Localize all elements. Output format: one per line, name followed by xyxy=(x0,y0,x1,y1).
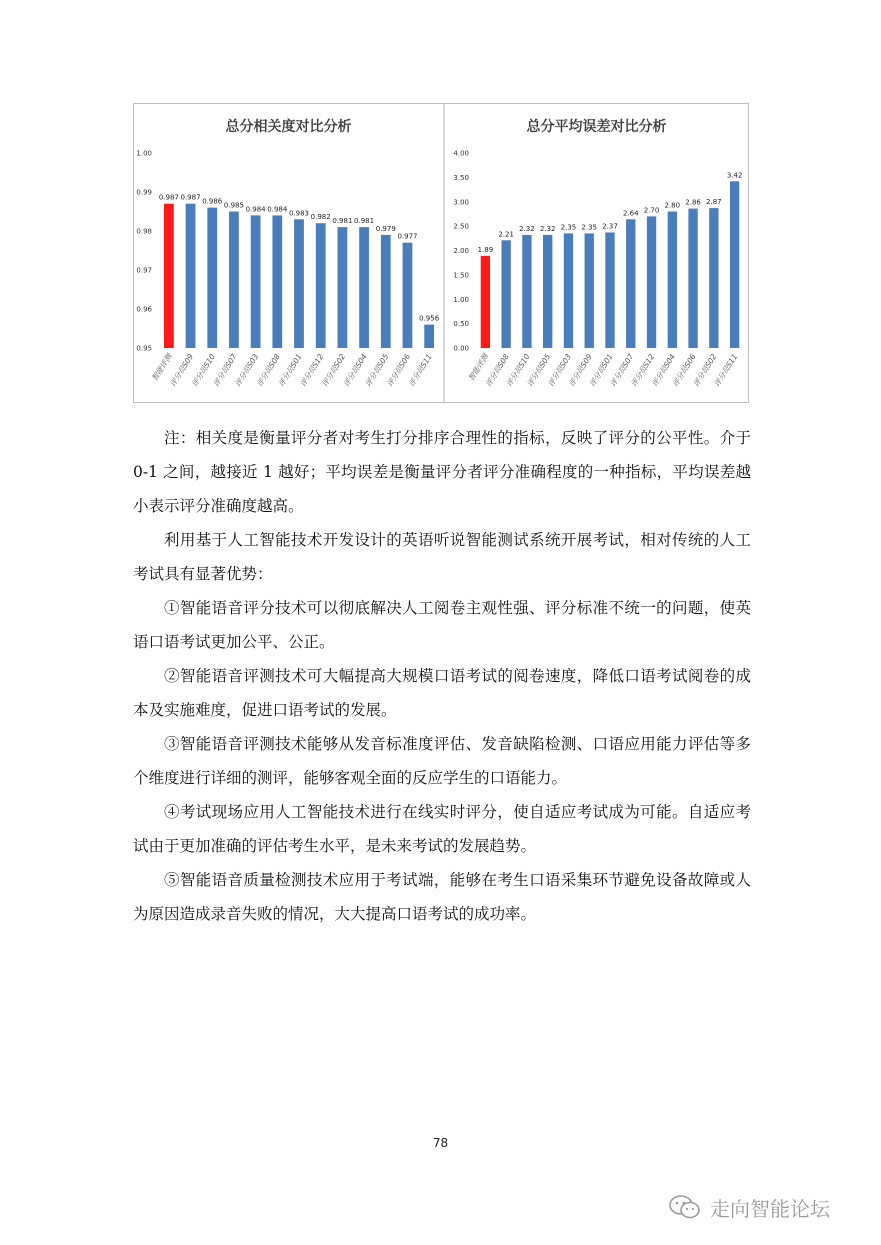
bar xyxy=(709,208,718,348)
bar xyxy=(338,227,348,348)
data-label: 1.89 xyxy=(477,245,494,254)
category-label: 智能评测 xyxy=(150,352,174,383)
data-label: 0.979 xyxy=(375,224,396,233)
category-label: 评分员S02 xyxy=(691,352,719,389)
category-label: 评分员S06 xyxy=(385,352,413,389)
bar xyxy=(564,233,573,348)
bar xyxy=(403,243,413,348)
category-label: 评分员S10 xyxy=(189,352,217,389)
category-label: 评分员S12 xyxy=(298,352,326,389)
category-label: 评分员S06 xyxy=(670,352,698,389)
y-tick-label: 2.00 xyxy=(453,247,469,255)
y-tick-label: 1.50 xyxy=(453,271,469,280)
data-label: 2.21 xyxy=(498,230,514,239)
data-label: 0.981 xyxy=(354,217,375,226)
bar xyxy=(730,181,739,348)
category-label: 评分员S07 xyxy=(608,352,636,389)
chart-title: 总分相关度对比分析 xyxy=(225,119,352,135)
bar xyxy=(585,233,594,348)
bar xyxy=(251,215,261,348)
data-label: 0.986 xyxy=(202,197,223,206)
y-tick-label: 0.99 xyxy=(136,188,152,197)
bar xyxy=(186,204,196,348)
page-number: 78 xyxy=(432,1136,449,1150)
watermark-text: 走向智能论坛 xyxy=(710,1196,830,1221)
data-label: 0.977 xyxy=(397,232,418,241)
category-label: 评分员S01 xyxy=(276,352,304,389)
y-tick-label: 4.00 xyxy=(453,149,469,158)
bar xyxy=(501,240,510,348)
bar xyxy=(316,223,326,348)
bar xyxy=(207,208,217,348)
y-tick-label: 3.00 xyxy=(453,198,469,207)
correlation-chart xyxy=(134,104,443,402)
y-tick-label: 0.98 xyxy=(136,227,152,236)
bar xyxy=(605,232,614,348)
category-label: 评分员S05 xyxy=(363,352,391,389)
bar xyxy=(164,204,174,348)
y-tick-label: 0.50 xyxy=(453,320,469,329)
data-label: 2.37 xyxy=(602,222,618,231)
category-label: 评分员S02 xyxy=(319,352,348,389)
data-label: 2.35 xyxy=(581,223,598,232)
bar xyxy=(688,209,697,348)
paragraph-item-1: ①智能语音评分技术可以彻底解决人工阅卷主观性强、评分标准不统一的问题，使英语口语考试更加公平、公正。 xyxy=(133,599,751,651)
category-label: 评分员S10 xyxy=(504,352,532,389)
bar xyxy=(359,227,369,348)
bar xyxy=(424,325,434,348)
data-label: 0.987 xyxy=(180,193,201,202)
data-label: 2.86 xyxy=(685,198,701,207)
category-label: 评分员S01 xyxy=(587,352,615,389)
category-label: 评分员S08 xyxy=(254,352,283,389)
data-label: 2.32 xyxy=(519,224,535,233)
mean-error-chart xyxy=(445,104,748,402)
chart-title: 总分平均误差对比分析 xyxy=(526,119,667,135)
category-label: 智能评测 xyxy=(466,352,491,383)
data-label: 2.32 xyxy=(539,224,556,233)
category-label: 评分员S07 xyxy=(211,352,239,389)
category-label: 评分员S03 xyxy=(233,352,261,389)
paragraph-item-5: ⑤智能语音质量检测技术应用于考试端，能够在考生口语采集环节避免设备故障或人为原因造成录音失败的情况，大大提高口语考试的成功率。 xyxy=(133,871,751,923)
wechat-icon xyxy=(668,1194,702,1220)
y-tick-label: 0.96 xyxy=(136,305,152,314)
y-tick-label: 2.50 xyxy=(453,222,469,231)
paragraph-note: 注：相关度是衡量评分者对考生打分排序合理性的指标，反映了评分的公平性。介于 0-1 之间，越接近 1 越好；平均误差是衡量评分者评分准确程度的一种指标，平均误差越小表示评分准确度越高。 xyxy=(133,429,751,515)
paragraph-item-2: ②智能语音评测技术可大幅提高大规模口语考试的阅卷速度，降低口语考试阅卷的成本及实施难度，促进口语考试的发展。 xyxy=(133,667,751,719)
category-label: 评分员S12 xyxy=(629,352,657,389)
category-label: 评分员S11 xyxy=(406,352,434,389)
category-label: 评分员S05 xyxy=(525,352,553,389)
category-label: 评分员S04 xyxy=(649,352,678,389)
chart-figure xyxy=(133,103,749,403)
y-tick-label: 0.97 xyxy=(136,266,152,275)
data-label: 2.80 xyxy=(664,201,681,210)
y-tick-label: 1.00 xyxy=(453,295,469,304)
data-label: 0.985 xyxy=(223,201,244,210)
y-tick-label: 0.00 xyxy=(453,344,469,353)
bar xyxy=(626,219,635,348)
y-tick-label: 1.00 xyxy=(136,149,152,158)
bar xyxy=(543,235,552,348)
data-label: 2.35 xyxy=(560,223,577,232)
bar xyxy=(668,212,677,349)
data-label: 0.983 xyxy=(288,209,310,218)
bar xyxy=(294,219,304,348)
category-label: 评分员S08 xyxy=(483,352,511,389)
data-label: 0.984 xyxy=(267,205,288,214)
body-text xyxy=(133,421,751,931)
bar xyxy=(522,235,531,348)
category-label: 评分员S04 xyxy=(341,352,369,389)
data-label: 2.70 xyxy=(643,206,660,215)
y-tick-label: 0.95 xyxy=(136,344,152,353)
data-label: 0.987 xyxy=(158,193,179,202)
bar xyxy=(229,212,239,349)
paragraph-intro: 利用基于人工智能技术开发设计的英语听说智能测试系统开展考试，相对传统的人工考试具有显著优势： xyxy=(133,531,751,583)
chart-svg xyxy=(445,104,748,402)
category-label: 评分员S11 xyxy=(712,352,740,389)
data-label: 2.64 xyxy=(622,209,639,218)
bar xyxy=(647,216,656,348)
data-label: 0.984 xyxy=(245,205,266,214)
data-label: 0.981 xyxy=(332,217,353,226)
bar xyxy=(481,256,490,348)
bar xyxy=(381,235,391,348)
category-label: 评分员S03 xyxy=(546,352,574,389)
data-label: 0.982 xyxy=(310,213,331,222)
watermark xyxy=(668,1189,830,1225)
category-label: 评分员S09 xyxy=(168,352,196,389)
data-label: 2.87 xyxy=(706,198,722,207)
category-label: 评分员S09 xyxy=(566,352,594,389)
paragraph-item-4: ④考试现场应用人工智能技术进行在线实时评分，使自适应考试成为可能。自适应考试由于更加准确的评估考生水平，是未来考试的发展趋势。 xyxy=(133,803,751,855)
bar xyxy=(272,215,282,348)
data-label: 3.42 xyxy=(726,171,743,180)
y-tick-label: 3.50 xyxy=(453,173,469,182)
data-label: 0.956 xyxy=(419,314,440,323)
chart-svg xyxy=(134,104,443,402)
paragraph-item-3: ③智能语音评测技术能够从发音标准度评估、发音缺陷检测、口语应用能力评估等多个维度进行详细的测评，能够客观全面的反应学生的口语能力。 xyxy=(133,735,751,787)
